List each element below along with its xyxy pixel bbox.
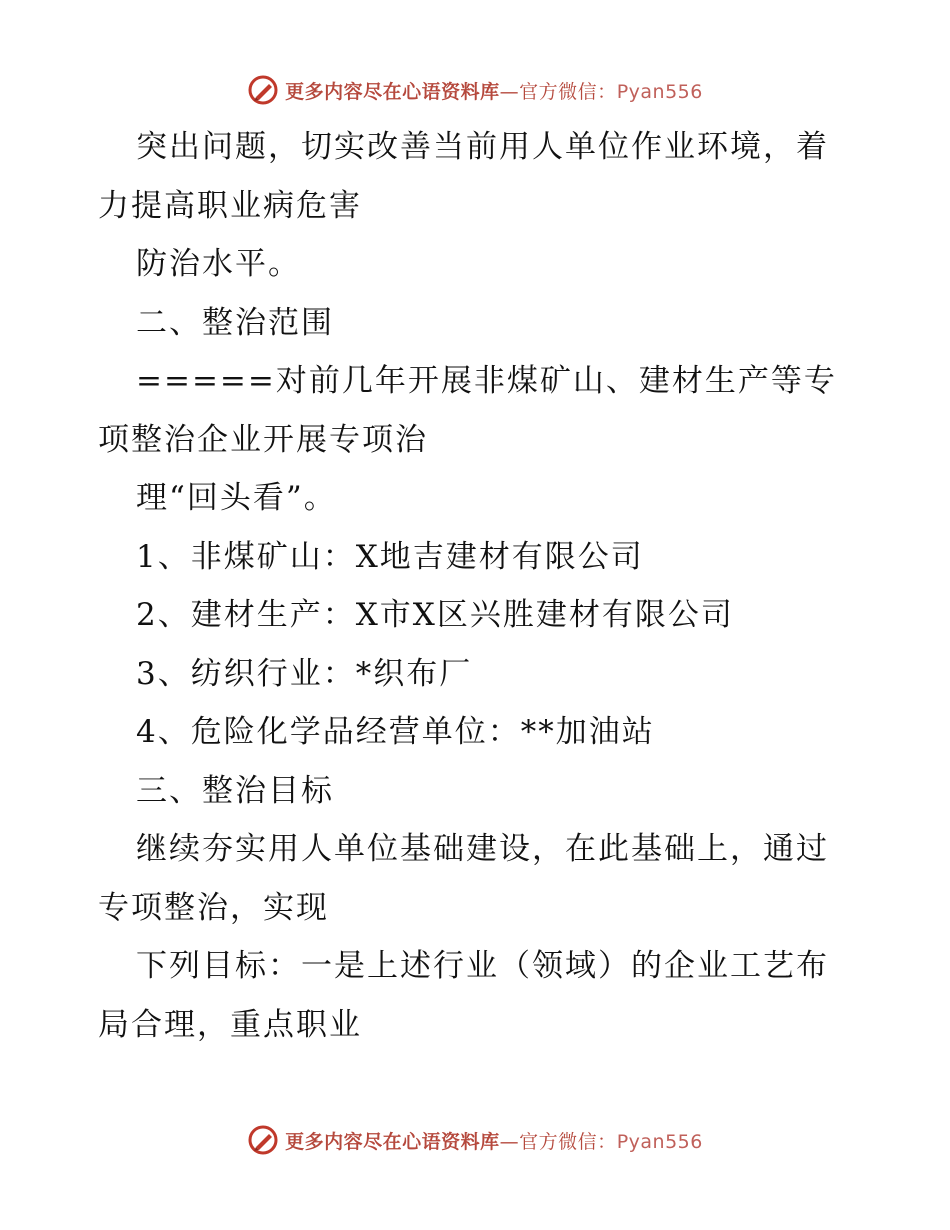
text-line: 局合理，重点职业: [98, 1006, 362, 1043]
banner-text: [285, 77, 703, 104]
banner-dash: —: [499, 1130, 520, 1153]
text-line: 突出问题，切实改善当前用人单位作业环境，着: [136, 129, 829, 165]
banner-main-text: 更多内容尽在心语资料库: [285, 1130, 500, 1153]
text-line: 下列目标：一是上述行业（领域）的企业工艺布: [136, 948, 829, 984]
text-line: 理“回头看”。: [136, 480, 337, 516]
banner-handle: Pyan556: [616, 1130, 703, 1153]
text-line: 专项整治，实现: [98, 889, 329, 926]
pen-logo-icon: [247, 1124, 279, 1156]
section-heading: 二、整治范围: [136, 304, 334, 341]
banner-handle: Pyan556: [616, 80, 703, 103]
banner-official-text: 官方微信：: [519, 80, 617, 103]
text-line: 项整治企业开展专项治: [98, 421, 428, 458]
document-body: [98, 118, 858, 1054]
banner-text: [285, 1127, 703, 1154]
pen-logo-icon: [247, 74, 279, 106]
list-item: 3、纺织行业：*织布厂: [136, 655, 473, 692]
banner-dash: —: [499, 80, 520, 103]
banner-official-text: 官方微信：: [519, 1130, 617, 1153]
text-line: 力提高职业病危害: [98, 187, 362, 224]
banner-inner: [247, 1124, 703, 1156]
footer-banner: [0, 1120, 950, 1160]
list-item: 4、危险化学品经营单位：**加油站: [136, 714, 655, 750]
text-line: 防治水平。: [136, 246, 301, 282]
banner-inner: [247, 74, 703, 106]
section-heading: 三、整治目标: [136, 772, 334, 809]
text-line: =====对前几年开展非煤矿山、建材生产等专: [136, 363, 837, 399]
list-item: 1、非煤矿山：X地吉建材有限公司: [136, 538, 644, 575]
list-item: 2、建材生产：X市X区兴胜建材有限公司: [136, 597, 734, 633]
text-line: 继续夯实用人单位基础建设，在此基础上，通过: [136, 831, 829, 867]
header-banner: [0, 70, 950, 110]
banner-main-text: 更多内容尽在心语资料库: [285, 80, 500, 103]
